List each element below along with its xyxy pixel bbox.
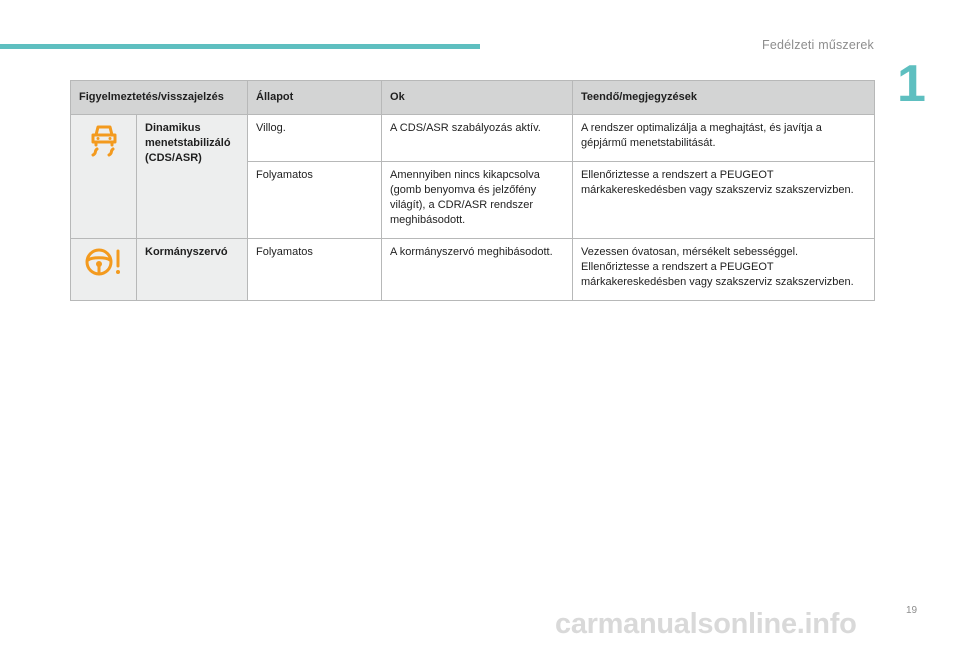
warning-icon-cell: [71, 115, 137, 239]
action-cell: Vezessen óvatosan, mérsékelt sebességgel. Ellenőriztesse a rendszert a PEUGEOT márkakereskedésben vagy szakszerviz szakszervizben.: [573, 239, 875, 301]
page-section-title: Fedélzeti műszerek: [762, 38, 874, 52]
cause-cell: A CDS/ASR szabályozás aktív.: [382, 115, 573, 162]
state-cell: Folyamatos: [248, 162, 382, 239]
power-steering-warning-icon: [84, 270, 124, 282]
warning-icon-cell: [71, 239, 137, 301]
column-header-cause: Ok: [382, 81, 573, 115]
column-header-warning: Figyelmeztetés/visszajelzés: [71, 81, 248, 115]
warning-name: Dinamikus menetstabilizáló (CDS/ASR): [137, 115, 248, 239]
table-row: [71, 115, 875, 162]
action-cell: A rendszer optimalizálja a meghajtást, és javítja a gépjármű menetstabilitását.: [573, 115, 875, 162]
header-accent-bar: [0, 44, 480, 49]
cause-cell: Amennyiben nincs kikapcsolva (gomb benyomva és jelzőfény világít), a CDR/ASR rendszer meghibásodott.: [382, 162, 573, 239]
column-header-state: Állapot: [248, 81, 382, 115]
column-header-action: Teendő/megjegyzések: [573, 81, 875, 115]
cause-cell: A kormányszervó meghibásodott.: [382, 239, 573, 301]
chapter-number: 1: [897, 55, 926, 113]
table-row: [71, 239, 875, 301]
warning-table: [70, 80, 875, 301]
action-cell: Ellenőriztesse a rendszert a PEUGEOT márkakereskedésben vagy szakszerviz szakszervizben.: [573, 162, 875, 239]
state-cell: Villog.: [248, 115, 382, 162]
warning-name: Kormányszervó: [137, 239, 248, 301]
watermark-text: carmanualsonline.info: [555, 608, 857, 640]
table-header-row: [71, 81, 875, 115]
stability-control-icon: [88, 148, 120, 160]
page-number: 19: [906, 605, 918, 616]
state-cell: Folyamatos: [248, 239, 382, 301]
